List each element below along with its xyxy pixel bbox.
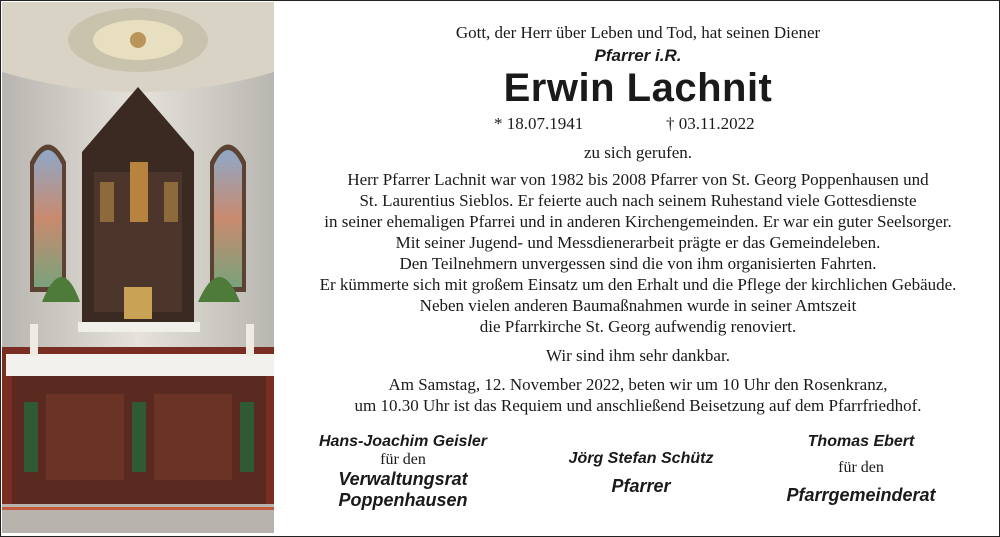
deceased-name: Erwin Lachnit [503,66,773,110]
signature-schuetz [531,450,751,497]
obituary-text [276,0,1000,537]
tribute-text [276,169,1000,337]
signer-for: für den [380,451,426,468]
signer-org: Pfarrgemeinderat [786,485,936,505]
signer-name: Hans-Joachim Geisler [318,433,488,450]
tribute-line: Neben vielen anderen Baumaßnahmen wurde in seiner Amtszeit [419,296,857,315]
tribute-line: Er kümmerte sich mit großem Einsatz um den Erhalt und die Pflege der kirchlichen Gebäude. [319,275,957,294]
clergy-title: Pfarrer i.R. [594,46,682,65]
signer-org: Pfarrer [611,476,671,496]
service-line: Am Samstag, 12. November 2022, beten wir um 10 Uhr den Rosenkranz, [388,375,888,394]
church-altar-photo [2,2,274,533]
signature-geisler [298,433,508,511]
tribute-line: St. Laurentius Sieblos. Er feierte auch nach seinem Ruhestand viele Gottesdienste [359,191,917,210]
signer-name: Thomas Ebert [807,433,915,450]
tribute-line: Den Teilnehmern unvergessen sind die von ihm organisierten Fahrten. [399,254,877,273]
thanks-line: Wir sind ihm sehr dankbar. [546,346,730,365]
service-line: um 10.30 Uhr ist das Requiem und anschließend Beisetzung auf dem Pfarrfriedhof. [354,396,922,415]
signer-org: Verwaltungsrat [338,469,468,489]
signer-org: Poppenhausen [338,490,468,510]
signature-ebert [756,433,966,506]
death-date: † 03.11.2022 [666,114,755,133]
signer-name: Jörg Stefan Schütz [568,450,714,467]
service-info [276,374,1000,416]
tribute-line: in seiner ehemaligen Pfarrei und in anderen Kirchengemeinden. Er war ein guter Seelsorger. [324,212,952,231]
called-line: zu sich gerufen. [583,143,693,162]
tribute-line: Mit seiner Jugend- und Messdienerarbeit prägte er das Gemeindeleben. [395,233,881,252]
intro-line: Gott, der Herr über Leben und Tod, hat seinen Diener [455,23,821,42]
signer-for: für den [838,459,884,476]
tribute-line: Herr Pfarrer Lachnit war von 1982 bis 2008 Pfarrer von St. Georg Poppenhausen und [347,170,929,189]
birth-date: * 18.07.1941 [494,114,584,133]
tribute-line: die Pfarrkirche St. Georg aufwendig renoviert. [479,317,797,336]
